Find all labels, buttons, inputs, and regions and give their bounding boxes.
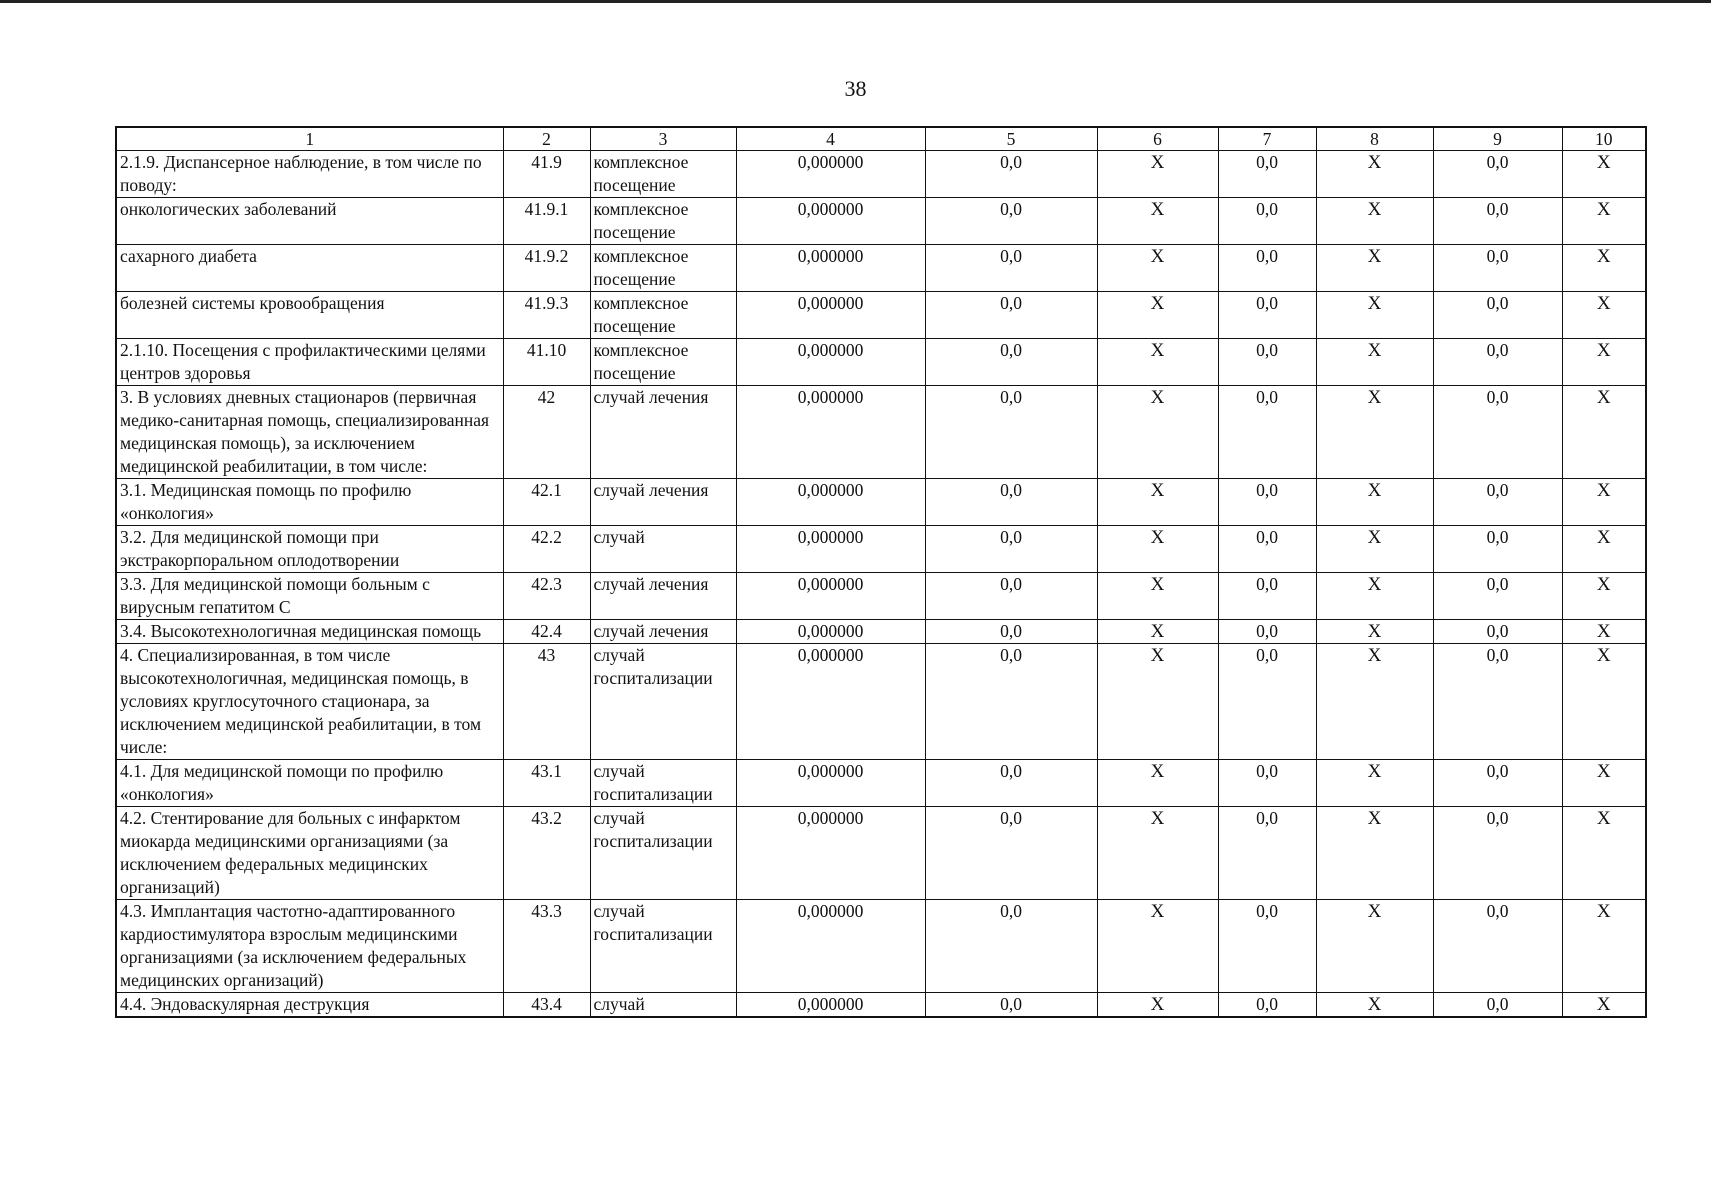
row-value-cell: 0,0 bbox=[1218, 620, 1316, 644]
row-name-cell: 4. Специализированная, в том числе высокотехнологичная, медицинская помощь, в условиях круглосуточного стационара, за исключением медицинской реабилитации, в том числе: bbox=[116, 644, 503, 760]
row-value-cell: 0,0 bbox=[925, 151, 1097, 198]
row-value-cell: 0,0 bbox=[1433, 900, 1562, 993]
row-mark-cell: X bbox=[1316, 760, 1433, 807]
column-number-row bbox=[116, 127, 1646, 151]
column-header: 6 bbox=[1097, 127, 1218, 151]
row-value-cell: 0,000000 bbox=[736, 479, 925, 526]
row-value-cell: 0,000000 bbox=[736, 386, 925, 479]
row-unit-cell: случай госпитализации bbox=[590, 900, 736, 993]
row-value-cell: 0,000000 bbox=[736, 339, 925, 386]
row-mark-cell: X bbox=[1316, 151, 1433, 198]
table-row bbox=[116, 245, 1646, 292]
row-mark-cell: X bbox=[1316, 993, 1433, 1018]
row-code-cell: 42.4 bbox=[503, 620, 590, 644]
row-name-cell: болезней системы кровообращения bbox=[116, 292, 503, 339]
row-value-cell: 0,000000 bbox=[736, 644, 925, 760]
row-value-cell: 0,000000 bbox=[736, 292, 925, 339]
row-value-cell: 0,0 bbox=[1218, 900, 1316, 993]
row-mark-cell: X bbox=[1316, 807, 1433, 900]
row-mark-cell: X bbox=[1562, 151, 1646, 198]
row-value-cell: 0,000000 bbox=[736, 245, 925, 292]
row-value-cell: 0,0 bbox=[1218, 526, 1316, 573]
row-code-cell: 41.9.2 bbox=[503, 245, 590, 292]
row-value-cell: 0,0 bbox=[1218, 760, 1316, 807]
data-table bbox=[115, 126, 1647, 1018]
row-mark-cell: X bbox=[1097, 151, 1218, 198]
row-mark-cell: X bbox=[1316, 386, 1433, 479]
row-value-cell: 0,0 bbox=[1433, 245, 1562, 292]
row-value-cell: 0,0 bbox=[1218, 151, 1316, 198]
column-header: 4 bbox=[736, 127, 925, 151]
column-header: 1 bbox=[116, 127, 503, 151]
row-code-cell: 41.10 bbox=[503, 339, 590, 386]
row-mark-cell: X bbox=[1316, 245, 1433, 292]
row-mark-cell: X bbox=[1562, 900, 1646, 993]
row-mark-cell: X bbox=[1097, 900, 1218, 993]
row-value-cell: 0,0 bbox=[1433, 292, 1562, 339]
row-value-cell: 0,0 bbox=[925, 245, 1097, 292]
row-mark-cell: X bbox=[1097, 760, 1218, 807]
row-code-cell: 42.3 bbox=[503, 573, 590, 620]
row-value-cell: 0,0 bbox=[925, 292, 1097, 339]
row-name-cell: 4.4. Эндоваскулярная деструкция bbox=[116, 993, 503, 1018]
row-code-cell: 43.4 bbox=[503, 993, 590, 1018]
row-value-cell: 0,000000 bbox=[736, 900, 925, 993]
row-value-cell: 0,0 bbox=[925, 573, 1097, 620]
table-row bbox=[116, 479, 1646, 526]
row-name-cell: 3.4. Высокотехнологичная медицинская помощь bbox=[116, 620, 503, 644]
row-unit-cell: случай госпитализации bbox=[590, 807, 736, 900]
row-code-cell: 42.2 bbox=[503, 526, 590, 573]
row-code-cell: 43.3 bbox=[503, 900, 590, 993]
row-value-cell: 0,000000 bbox=[736, 760, 925, 807]
row-mark-cell: X bbox=[1316, 620, 1433, 644]
table-row bbox=[116, 900, 1646, 993]
row-mark-cell: X bbox=[1562, 644, 1646, 760]
table-row bbox=[116, 386, 1646, 479]
row-code-cell: 43.2 bbox=[503, 807, 590, 900]
row-value-cell: 0,0 bbox=[1218, 573, 1316, 620]
row-mark-cell: X bbox=[1097, 386, 1218, 479]
row-mark-cell: X bbox=[1316, 479, 1433, 526]
row-mark-cell: X bbox=[1562, 339, 1646, 386]
row-value-cell: 0,0 bbox=[1433, 386, 1562, 479]
row-value-cell: 0,0 bbox=[1433, 573, 1562, 620]
column-header: 8 bbox=[1316, 127, 1433, 151]
row-value-cell: 0,0 bbox=[925, 479, 1097, 526]
table-row bbox=[116, 807, 1646, 900]
row-code-cell: 41.9.3 bbox=[503, 292, 590, 339]
row-name-cell: 3. В условиях дневных стационаров (первичная медико-санитарная помощь, специализированная медицинская помощь), за исключением медицинской реабилитации, в том числе: bbox=[116, 386, 503, 479]
row-mark-cell: X bbox=[1316, 644, 1433, 760]
table-row bbox=[116, 198, 1646, 245]
top-border-line bbox=[0, 0, 1711, 3]
row-mark-cell: X bbox=[1562, 245, 1646, 292]
row-value-cell: 0,000000 bbox=[736, 526, 925, 573]
table-row bbox=[116, 526, 1646, 573]
row-mark-cell: X bbox=[1097, 807, 1218, 900]
row-code-cell: 42.1 bbox=[503, 479, 590, 526]
column-header: 10 bbox=[1562, 127, 1646, 151]
column-header: 5 bbox=[925, 127, 1097, 151]
row-value-cell: 0,0 bbox=[925, 526, 1097, 573]
row-value-cell: 0,0 bbox=[925, 760, 1097, 807]
row-mark-cell: X bbox=[1316, 198, 1433, 245]
row-mark-cell: X bbox=[1097, 993, 1218, 1018]
row-mark-cell: X bbox=[1562, 573, 1646, 620]
row-value-cell: 0,0 bbox=[1218, 245, 1316, 292]
column-header: 9 bbox=[1433, 127, 1562, 151]
table-row bbox=[116, 620, 1646, 644]
row-mark-cell: X bbox=[1097, 644, 1218, 760]
row-code-cell: 41.9 bbox=[503, 151, 590, 198]
row-value-cell: 0,0 bbox=[1433, 339, 1562, 386]
row-value-cell: 0,0 bbox=[1218, 386, 1316, 479]
row-code-cell: 43.1 bbox=[503, 760, 590, 807]
row-name-cell: сахарного диабета bbox=[116, 245, 503, 292]
column-header: 7 bbox=[1218, 127, 1316, 151]
row-value-cell: 0,0 bbox=[1433, 993, 1562, 1018]
row-mark-cell: X bbox=[1097, 573, 1218, 620]
row-unit-cell: случай лечения bbox=[590, 573, 736, 620]
row-unit-cell: случай госпитализации bbox=[590, 760, 736, 807]
table-row bbox=[116, 339, 1646, 386]
row-mark-cell: X bbox=[1562, 386, 1646, 479]
row-value-cell: 0,0 bbox=[1218, 993, 1316, 1018]
row-unit-cell: комплексное посещение bbox=[590, 151, 736, 198]
table-row bbox=[116, 760, 1646, 807]
row-value-cell: 0,000000 bbox=[736, 198, 925, 245]
row-value-cell: 0,0 bbox=[1218, 198, 1316, 245]
row-value-cell: 0,000000 bbox=[736, 993, 925, 1018]
row-name-cell: 3.2. Для медицинской помощи при экстракорпоральном оплодотворении bbox=[116, 526, 503, 573]
row-value-cell: 0,0 bbox=[1433, 620, 1562, 644]
row-name-cell: 3.3. Для медицинской помощи больным с вирусным гепатитом С bbox=[116, 573, 503, 620]
row-mark-cell: X bbox=[1097, 292, 1218, 339]
column-header: 2 bbox=[503, 127, 590, 151]
row-value-cell: 0,0 bbox=[925, 900, 1097, 993]
row-value-cell: 0,0 bbox=[1218, 644, 1316, 760]
row-mark-cell: X bbox=[1316, 573, 1433, 620]
row-mark-cell: X bbox=[1562, 526, 1646, 573]
row-mark-cell: X bbox=[1562, 292, 1646, 339]
row-mark-cell: X bbox=[1562, 479, 1646, 526]
row-value-cell: 0,0 bbox=[1218, 807, 1316, 900]
row-mark-cell: X bbox=[1562, 620, 1646, 644]
row-value-cell: 0,0 bbox=[1433, 479, 1562, 526]
row-value-cell: 0,000000 bbox=[736, 573, 925, 620]
row-name-cell: 4.2. Стентирование для больных с инфарктом миокарда медицинскими организациями (за исключением федеральных медицинских организаций) bbox=[116, 807, 503, 900]
row-mark-cell: X bbox=[1097, 479, 1218, 526]
row-mark-cell: X bbox=[1562, 807, 1646, 900]
row-mark-cell: X bbox=[1316, 526, 1433, 573]
row-mark-cell: X bbox=[1316, 339, 1433, 386]
row-unit-cell: комплексное посещение bbox=[590, 245, 736, 292]
row-code-cell: 41.9.1 bbox=[503, 198, 590, 245]
row-name-cell: онкологических заболеваний bbox=[116, 198, 503, 245]
row-value-cell: 0,0 bbox=[925, 807, 1097, 900]
row-name-cell: 2.1.9. Диспансерное наблюдение, в том числе по поводу: bbox=[116, 151, 503, 198]
row-unit-cell: случай bbox=[590, 526, 736, 573]
row-unit-cell: случай bbox=[590, 993, 736, 1018]
row-mark-cell: X bbox=[1097, 526, 1218, 573]
row-value-cell: 0,000000 bbox=[736, 151, 925, 198]
row-value-cell: 0,0 bbox=[925, 644, 1097, 760]
row-value-cell: 0,0 bbox=[1433, 807, 1562, 900]
table-row bbox=[116, 993, 1646, 1018]
row-unit-cell: случай госпитализации bbox=[590, 644, 736, 760]
row-mark-cell: X bbox=[1562, 198, 1646, 245]
row-value-cell: 0,0 bbox=[925, 339, 1097, 386]
row-name-cell: 4.1. Для медицинской помощи по профилю «онкология» bbox=[116, 760, 503, 807]
row-unit-cell: комплексное посещение bbox=[590, 339, 736, 386]
page-number: 38 bbox=[844, 76, 867, 101]
row-mark-cell: X bbox=[1097, 620, 1218, 644]
row-unit-cell: случай лечения bbox=[590, 386, 736, 479]
row-unit-cell: случай лечения bbox=[590, 620, 736, 644]
row-value-cell: 0,0 bbox=[1433, 760, 1562, 807]
row-unit-cell: комплексное посещение bbox=[590, 292, 736, 339]
row-value-cell: 0,000000 bbox=[736, 620, 925, 644]
row-unit-cell: случай лечения bbox=[590, 479, 736, 526]
row-value-cell: 0,0 bbox=[1433, 644, 1562, 760]
column-header: 3 bbox=[590, 127, 736, 151]
row-mark-cell: X bbox=[1562, 993, 1646, 1018]
row-code-cell: 42 bbox=[503, 386, 590, 479]
row-value-cell: 0,000000 bbox=[736, 807, 925, 900]
row-value-cell: 0,0 bbox=[1433, 526, 1562, 573]
row-value-cell: 0,0 bbox=[1218, 479, 1316, 526]
row-value-cell: 0,0 bbox=[925, 993, 1097, 1018]
row-mark-cell: X bbox=[1316, 900, 1433, 993]
row-value-cell: 0,0 bbox=[1218, 292, 1316, 339]
row-value-cell: 0,0 bbox=[925, 198, 1097, 245]
row-mark-cell: X bbox=[1316, 292, 1433, 339]
row-name-cell: 4.3. Имплантация частотно-адаптированного кардиостимулятора взрослым медицинскими организациями (за исключением федеральных медицинских организаций) bbox=[116, 900, 503, 993]
row-value-cell: 0,0 bbox=[1218, 339, 1316, 386]
row-mark-cell: X bbox=[1562, 760, 1646, 807]
row-value-cell: 0,0 bbox=[925, 386, 1097, 479]
row-value-cell: 0,0 bbox=[925, 620, 1097, 644]
row-name-cell: 2.1.10. Посещения с профилактическими целями центров здоровья bbox=[116, 339, 503, 386]
row-unit-cell: комплексное посещение bbox=[590, 198, 736, 245]
row-mark-cell: X bbox=[1097, 245, 1218, 292]
table-row bbox=[116, 292, 1646, 339]
row-mark-cell: X bbox=[1097, 339, 1218, 386]
row-value-cell: 0,0 bbox=[1433, 151, 1562, 198]
row-name-cell: 3.1. Медицинская помощь по профилю «онкология» bbox=[116, 479, 503, 526]
row-code-cell: 43 bbox=[503, 644, 590, 760]
table-row bbox=[116, 151, 1646, 198]
row-value-cell: 0,0 bbox=[1433, 198, 1562, 245]
table-row bbox=[116, 644, 1646, 760]
row-mark-cell: X bbox=[1097, 198, 1218, 245]
table-row bbox=[116, 573, 1646, 620]
